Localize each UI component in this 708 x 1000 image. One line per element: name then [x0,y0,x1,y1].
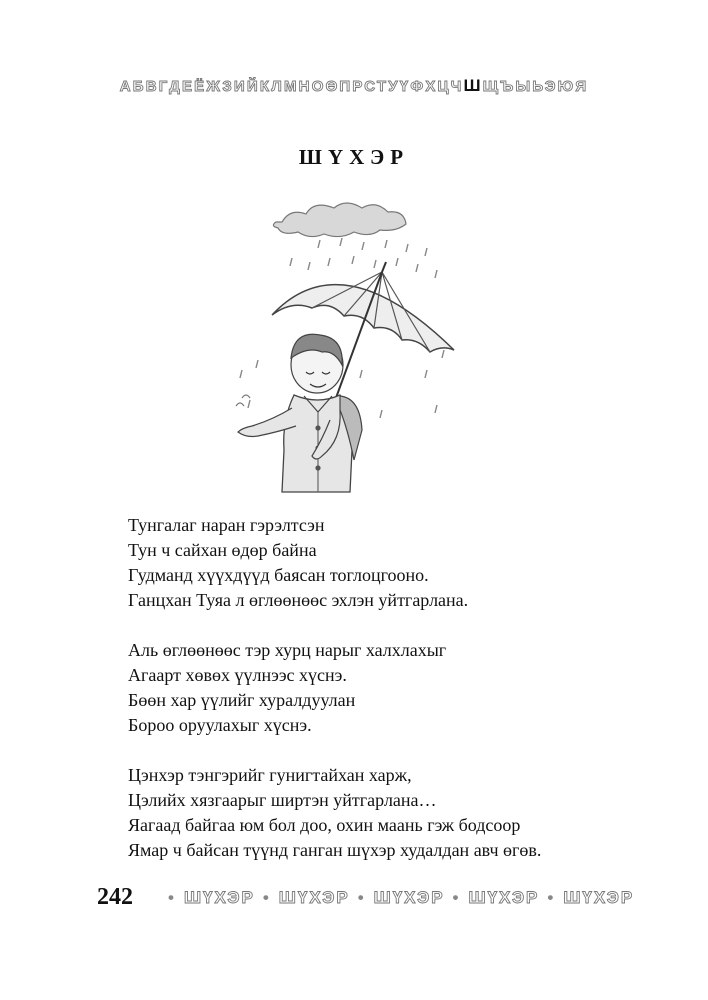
poem-line: Аль өглөөнөөс тэр хурц нарыг халхлахыг [128,640,447,660]
separator-dot: • [262,888,271,907]
separator-dot: • [357,888,366,907]
running-word: ШҮХЭР [373,888,445,907]
poem [128,513,648,888]
alphabet-before: АБВГДЕЁЖЗИЙКЛМНОӨПРСТУҮФХЦЧ [119,78,464,95]
poem-line: Бөөн хар үүлийг хуралдуулан [128,690,356,710]
alphabet-after: ЩЪЫЬЭЮЯ [482,78,589,95]
page-footer [0,884,708,916]
running-footer-title [160,888,634,908]
poem-line: Бороо оруулахыг хүснэ. [128,715,312,735]
running-word: ШҮХЭР [563,888,635,907]
stanza-2 [128,638,648,738]
poem-line: Тунгалаг наран гэрэлтсэн [128,515,325,535]
poem-line: Ямар ч байсан түүнд ганган шүхэр худалдан авч өгөв. [128,840,542,860]
separator-dot: • [452,888,461,907]
running-word: ШҮХЭР [183,888,255,907]
alphabet-header [0,76,708,96]
separator-dot: • [547,888,556,907]
poem-line: Яагаад байгаа юм бол доо, охин маань гэж бодсоор [128,815,521,835]
poem-line: Цэнхэр тэнгэрийг гунигтайхан харж, [128,765,412,785]
poem-line: Ганцхан Туяа л өглөөнөөс эхлэн уйтгарлана. [128,590,469,610]
running-word: ШҮХЭР [278,888,350,907]
stanza-1 [128,513,648,613]
page-title: ШҮХЭР [298,145,410,169]
page-number: 242 [97,884,133,910]
separator-dot: • [168,888,176,907]
child-with-umbrella-illustration [222,200,472,498]
poem-line: Гудманд хүүхдүүд баясан тоглоцгооно. [128,565,429,585]
alphabet-current-letter: Ш [463,76,483,95]
child-with-umbrella-icon [222,200,472,498]
poem-line: Цэлийх хязгаарыг ширтэн уйтгарлана… [128,790,437,810]
poem-line: Агаарт хөвөх үүлнээс хүснэ. [128,665,347,685]
running-word: ШҮХЭР [468,888,540,907]
stanza-3 [128,763,648,863]
poem-line: Тун ч сайхан өдөр байна [128,540,317,560]
